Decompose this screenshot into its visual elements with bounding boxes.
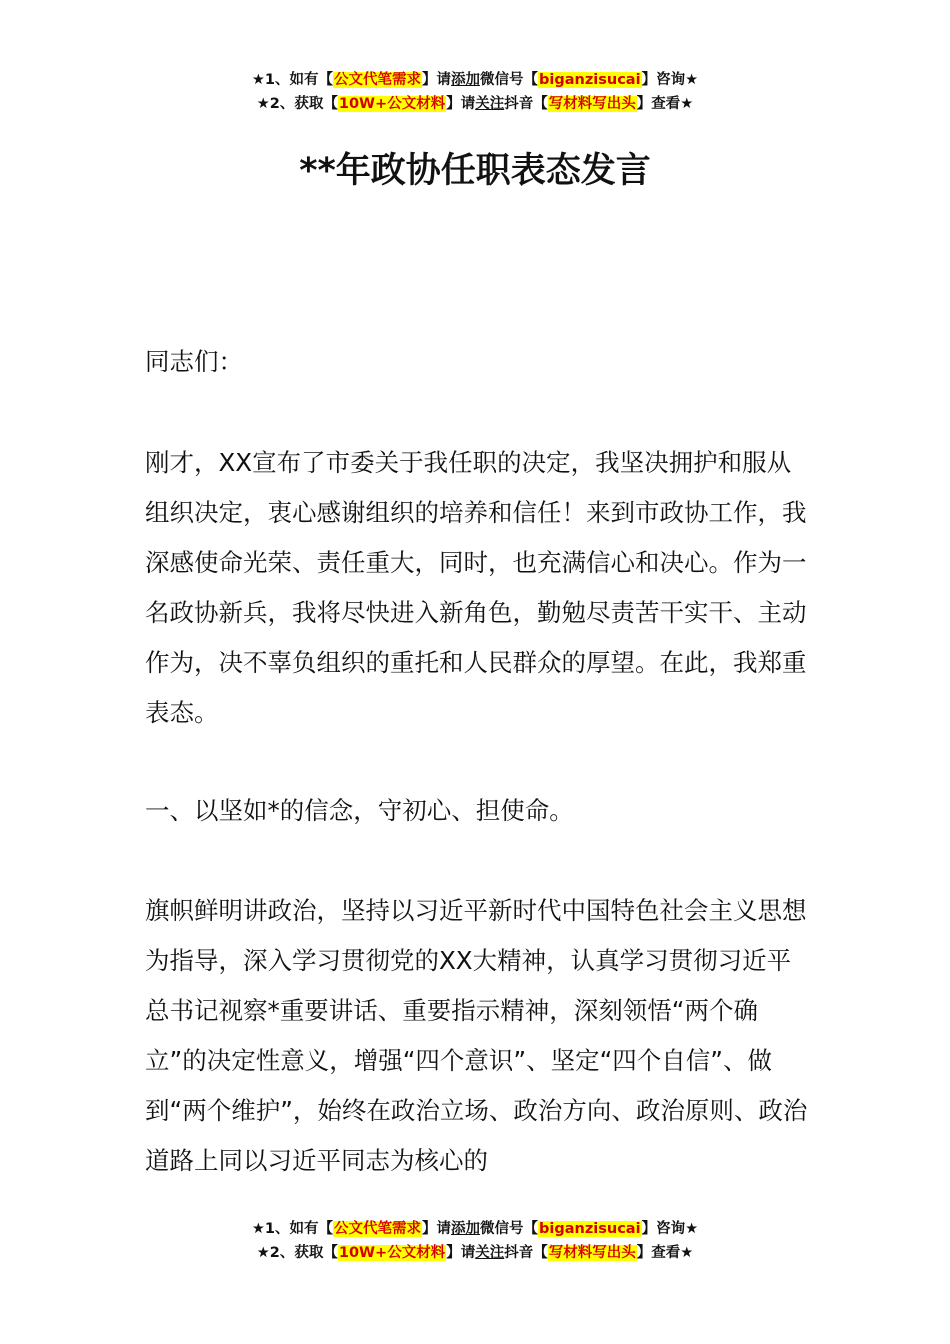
banner-highlight: biganzisucai: [539, 72, 641, 88]
banner-highlight: 写材料写出头: [548, 1245, 636, 1261]
banner-highlight: 10W+公文材料: [338, 1245, 446, 1261]
banner-line-1: ★1、如有【公文代笔需求】请添加微信号【biganzisucai】咨询★: [251, 1221, 699, 1237]
footer-banner: [0, 1217, 950, 1265]
header-banner: [0, 68, 950, 116]
banner-line-2: ★2、获取【10W+公文材料】请关注抖音【写材料写出头】查看★: [256, 1245, 694, 1261]
banner-highlight: biganzisucai: [539, 1221, 641, 1237]
section-heading-1: 一、以坚如*的信念，守初心、担使命。: [145, 796, 574, 825]
banner-highlight: 公文代笔需求: [334, 72, 422, 88]
banner-highlight: 公文代笔需求: [334, 1221, 422, 1237]
paragraph-1: 刚才，XX宣布了市委关于我任职的决定，我坚决拥护和服从组织决定，衷心感谢组织的培养和信任！来到市政协工作，我深感使命光荣、责任重大，同时，也充满信心和决心。作为一名政协新兵，我将尽快进入新角色，勤勉尽责苦干实干、主动作为，决不辜负组织的重托和人民群众的厚望。在此，我郑重表态。: [145, 448, 807, 727]
banner-highlight: 写材料写出头: [548, 96, 636, 112]
salutation: 同志们：: [145, 347, 243, 376]
document-title: **年政协任职表态发言: [299, 151, 651, 191]
banner-line-2: ★2、获取【10W+公文材料】请关注抖音【写材料写出头】查看★: [256, 96, 694, 112]
banner-line-1: ★1、如有【公文代笔需求】请添加微信号【biganzisucai】咨询★: [251, 72, 699, 88]
banner-highlight: 10W+公文材料: [338, 96, 446, 112]
paragraph-2: 旗帜鲜明讲政治，坚持以习近平新时代中国特色社会主义思想为指导，深入学习贯彻党的XX大精神，认真学习贯彻习近平总书记视察*重要讲话、重要指示精神，深刻领悟“两个确立”的决定性意义，增强“四个意识”、坚定“四个自信”、做到“两个维护”，始终在政治立场、政治方向、政治原则、政治道路上同以习近平同志为核心的: [145, 896, 808, 1175]
